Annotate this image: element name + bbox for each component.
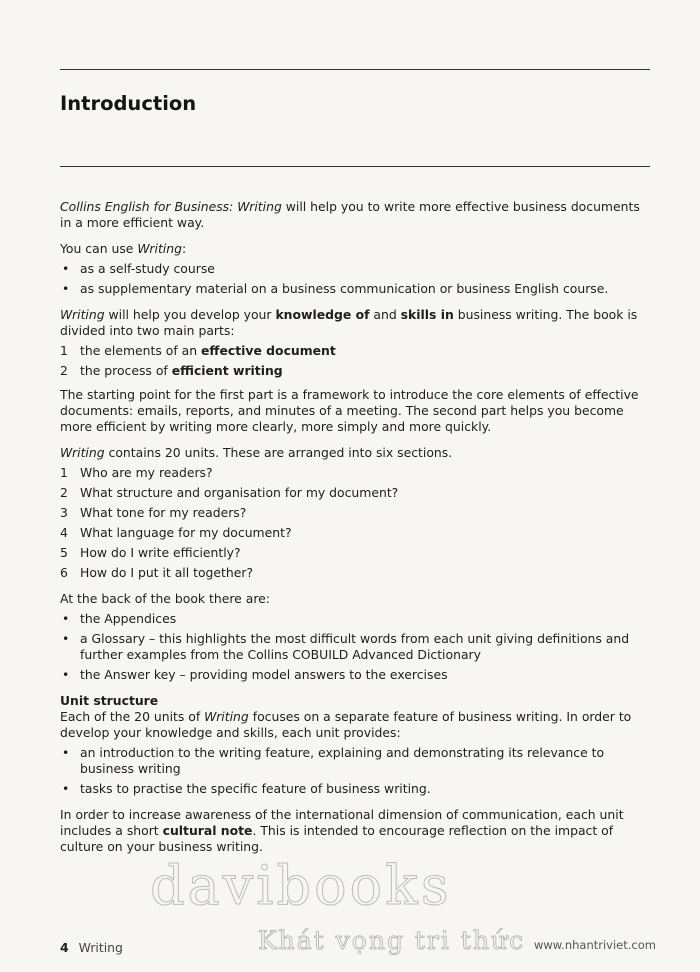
list-item: 3 What tone for my readers? [60,505,247,520]
watermark-url: www.nhantriviet.com [534,938,656,952]
top-rule [60,69,650,70]
watermark-tagline: Khát vọng tri thức [258,926,526,955]
intro-paragraph: Collins English for Business: Writing will help you to write more effective business documents in a more efficient way. [60,199,640,230]
list-item: • as supplementary material on a business communication or business English course. [60,281,652,297]
starting-point-paragraph: The starting point for the first part is a framework to introduce the core elements of effective documents: emails, reports, and minutes of a meeting. The second part helps you become more efficient by writing more clearly, more simply and more quickly. [60,387,639,434]
sections-list [60,465,652,581]
list-item: • as a self-study course [60,261,652,277]
list-item: 2 What structure and organisation for my document? [60,485,399,500]
parts-list [60,343,652,379]
list-item: 6 How do I put it all together? [60,565,254,580]
list-item: • a Glossary – this highlights the most difficult words from each unit giving definitions and further examples from the Collins COBUILD Advanced Dictionary [60,631,652,663]
body-text [60,199,652,855]
develop-paragraph: Writing will help you develop your knowledge of and skills in business writing. The book is divided into two main parts: [60,307,638,338]
page-number: 4 [60,940,69,955]
list-item: 1 the elements of an effective document [60,343,336,358]
cultural-note-paragraph: In order to increase awareness of the international dimension of communication, each unit includes a short cultural note. This is intended to encourage reflection on the impact of culture on your business writing. [60,807,624,854]
list-item: 4 What language for my document? [60,525,292,540]
list-item: 5 How do I write efficiently? [60,545,241,560]
list-item: 1 Who are my readers? [60,465,213,480]
book-title: Collins English for Business: Writing [60,199,282,214]
list-item: • the Answer key – providing model answers to the exercises [60,667,652,683]
list-item: • an introduction to the writing feature, explaining and demonstrating its relevance to business writing [60,745,652,777]
back-list [60,611,652,683]
watermark-brand: davibooks [150,854,452,917]
list-item: • the Appendices [60,611,652,627]
list-item: • tasks to practise the specific feature of business writing. [60,781,652,797]
back-lead: At the back of the book there are: [60,591,270,606]
unit-structure-paragraph: Each of the 20 units of Writing focuses on a separate feature of business writing. In order to develop your knowledge and skills, each unit provides: [60,709,632,740]
use-lead: You can use Writing: [60,241,187,256]
title-rule [60,166,650,167]
contains-paragraph: Writing contains 20 units. These are arranged into six sections. [60,445,453,460]
list-item: 2 the process of efficient writing [60,363,283,378]
unit-structure-list [60,745,652,797]
page-title: Introduction [60,92,197,115]
page-footer [60,940,123,955]
running-title: Writing [78,940,123,955]
unit-structure-heading: Unit structure [60,693,159,708]
use-list [60,261,652,297]
